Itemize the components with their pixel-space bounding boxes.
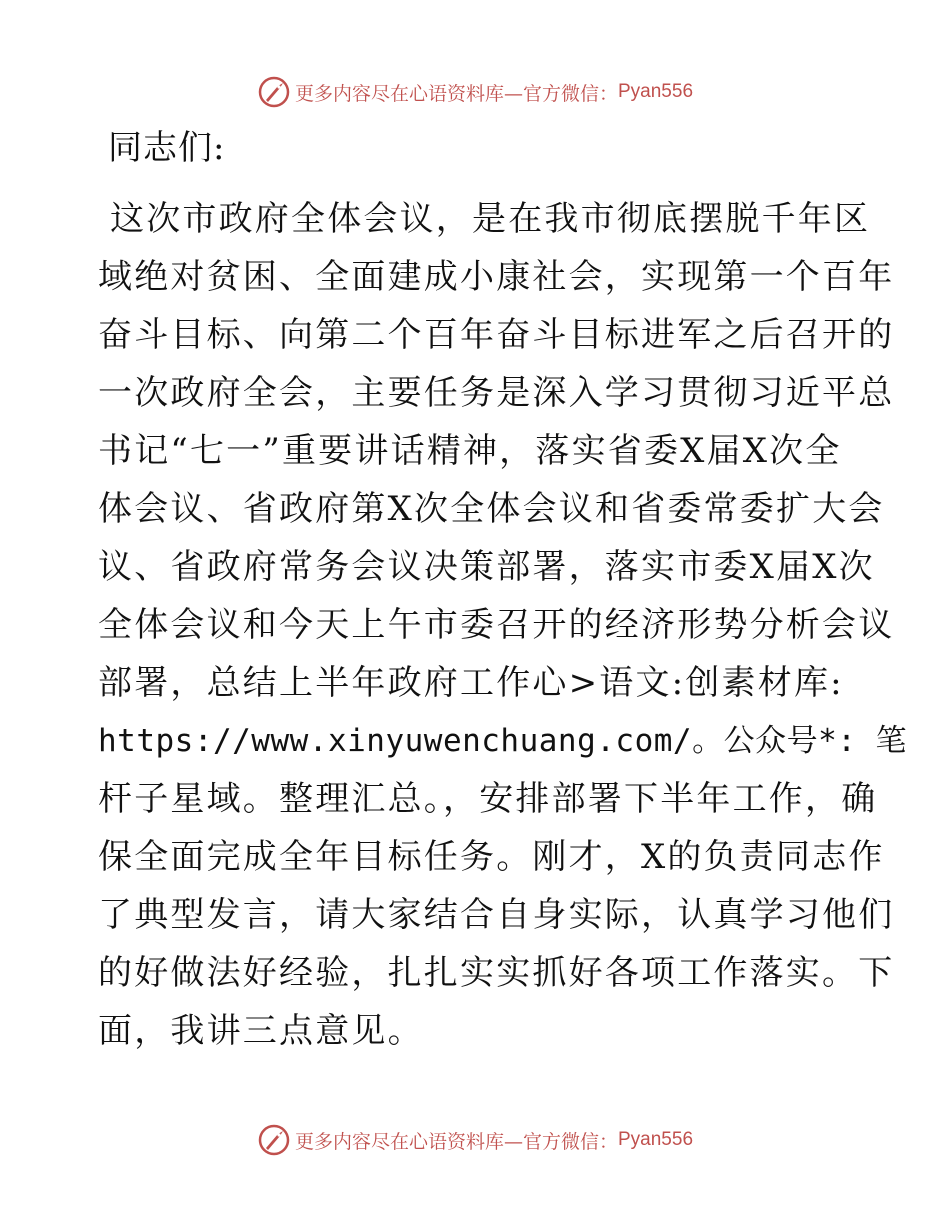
body-line: 书记“七一”重要讲话精神，落实省委X届X次全 bbox=[98, 431, 842, 471]
body-line: 了典型发言，请大家结合自身实际，认真学习他们 bbox=[98, 895, 895, 935]
banner-text: 更多内容尽在心语资料库—官方微信： bbox=[294, 1130, 618, 1153]
body-line: 的好做法好经验，扎扎实实抓好各项工作落实。下 bbox=[98, 953, 895, 993]
body-line: 奋斗目标、向第二个百年奋斗目标进军之后召开的 bbox=[98, 315, 895, 355]
banner-wechat-id: Pyan556 bbox=[618, 81, 694, 102]
pen-nib-icon bbox=[257, 75, 291, 109]
banner-text: 更多内容尽在心语资料库—官方微信： bbox=[294, 82, 618, 105]
speech-body bbox=[98, 196, 908, 1066]
body-line: 保全面完成全年目标任务。刚才，X的负责同志作 bbox=[98, 837, 885, 877]
body-line: 这次市政府全体会议，是在我市彻底摆脱千年区 bbox=[110, 199, 871, 239]
header-banner bbox=[0, 72, 950, 112]
salutation: 同志们: bbox=[108, 128, 226, 168]
body-line: 杆子星域。整理汇总。，安排部署下半年工作，确 bbox=[98, 779, 878, 819]
body-line: 部署，总结上半年政府工作心>语文:创素材库: bbox=[98, 663, 844, 703]
body-line: 一次政府全会，主要任务是深入学习贯彻习近平总 bbox=[98, 373, 895, 413]
body-line: 域绝对贫困、全面建成小康社会，实现第一个百年 bbox=[98, 257, 895, 297]
body-line: 体会议、省政府第X次全体会议和省委常委扩大会 bbox=[98, 489, 885, 529]
body-line: 面，我讲三点意见。 bbox=[98, 1011, 424, 1051]
body-line: 全体会议和今天上午市委召开的经济形势分析会议 bbox=[98, 605, 895, 645]
pen-nib-icon bbox=[257, 1123, 291, 1157]
body-line-url: https://www.xinyuwenchuang.com/。公众号*: 笔 bbox=[98, 723, 908, 759]
banner-wechat-id: Pyan556 bbox=[618, 1129, 694, 1150]
body-line: 议、省政府常务会议决策部署，落实市委X届X次 bbox=[98, 547, 875, 587]
footer-banner bbox=[0, 1120, 950, 1160]
